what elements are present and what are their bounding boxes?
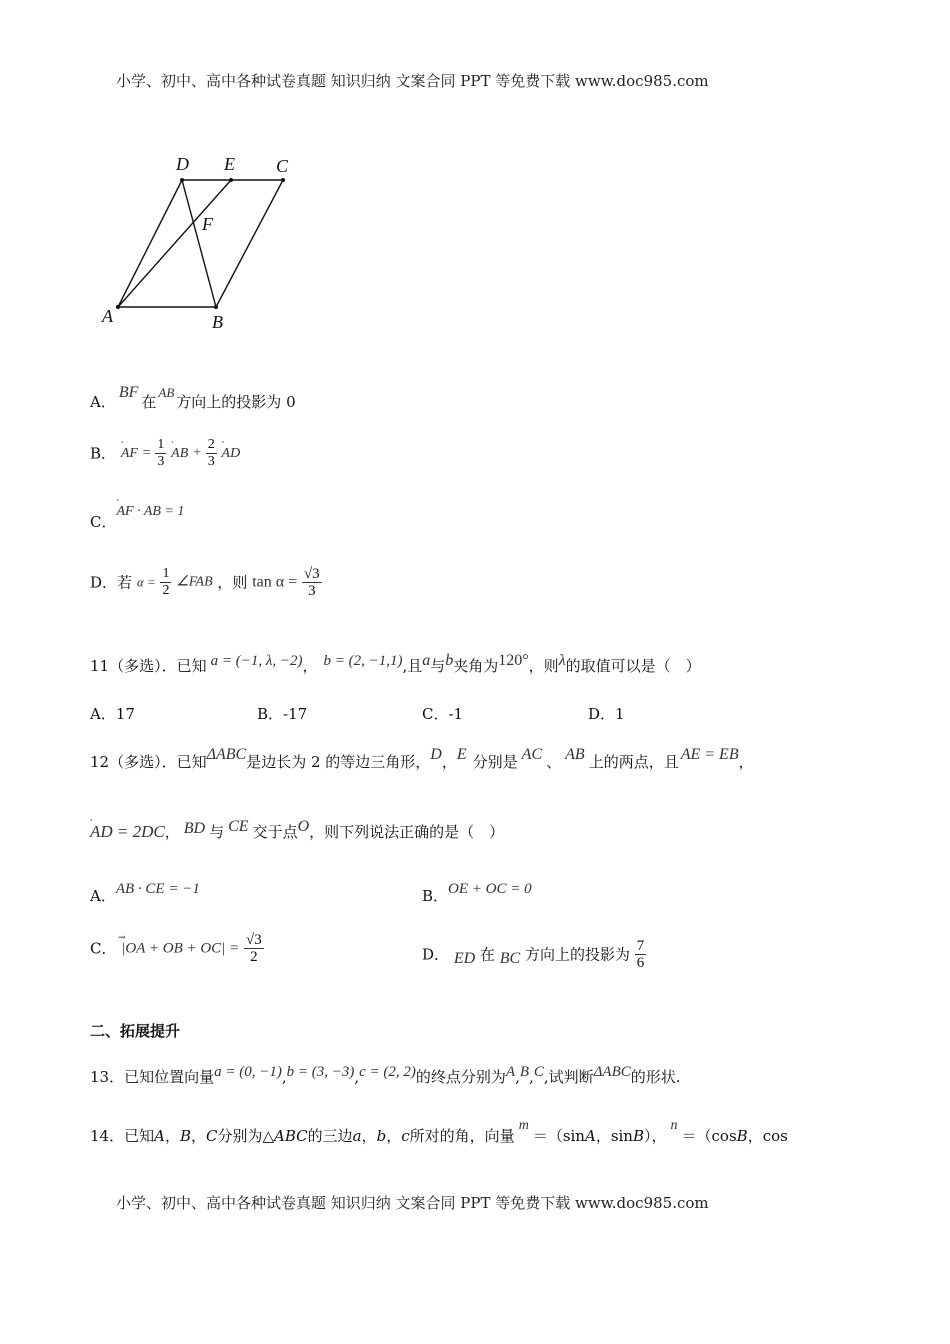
q11-option-d: D．1 bbox=[588, 705, 625, 723]
page-footer: 小学、初中、高中各种试卷真题 知识归纳 文案合同 PPT 等免费下载 www.doc985.com bbox=[116, 1194, 709, 1212]
q12-option-b: B．OE + OC = 0 bbox=[422, 881, 532, 905]
edge-ad bbox=[118, 180, 182, 307]
q12-option-a: A．AB · CE = −1 bbox=[90, 881, 200, 905]
label-e: E bbox=[224, 154, 235, 174]
q11-stem: 11（多选）．已知 a = (−1, λ, −2)， b = (2, −1,1),且a与b夹角为120°，则λ的取值可以是（ ） bbox=[90, 652, 701, 675]
q12-stem-line2: ∙∙∙ AD = 2DC， BD 与 CE 交于点O，则下列说法正确的是（ ） bbox=[90, 822, 504, 843]
q10-option-a: A．BF在AB方向上的投影为 0 bbox=[90, 384, 296, 411]
page-header: 小学、初中、高中各种试卷真题 知识归纳 文案合同 PPT 等免费下载 www.doc985.com bbox=[116, 72, 709, 90]
label-d: D bbox=[176, 154, 189, 174]
q14-stem: 14．已知A，B，C分别为△ABC的三边a，b，c所对的角，向量m＝（sinA，sinB），n＝（cosB，cos bbox=[90, 1118, 788, 1145]
label-f: F bbox=[202, 214, 213, 234]
q10-option-c: C．∙∙∙ AF · AB = 1 bbox=[90, 500, 184, 522]
q11-option-b: B．-17 bbox=[257, 705, 308, 723]
section-title: 二、拓展提升 bbox=[90, 1022, 181, 1040]
label-b: B bbox=[212, 312, 223, 332]
q12-option-d: D． ED 在 BC 方向上的投影为 $\frac{7}{6}$ bbox=[422, 938, 645, 971]
edge-cb bbox=[216, 180, 283, 307]
q10-option-b: B． ∙∙∙ AF = $\frac{1}{3}$ ∙∙∙ AB + $\frac{2}{3}$ ∙∙∙ AD bbox=[90, 437, 240, 470]
segment-ae bbox=[118, 180, 231, 307]
q13-stem: 13．已知位置向量a = (0, −1),b = (3, −3),c = (2, 2)的终点分别为A,B,C,试判断ΔABC的形状. bbox=[90, 1064, 681, 1086]
parallelogram-figure bbox=[96, 150, 306, 335]
q11-option-c: C．-1 bbox=[422, 705, 464, 723]
q11-option-a: A．17 bbox=[90, 705, 135, 723]
label-a: A bbox=[102, 306, 113, 326]
q12-option-c: C． → |OA + OB + OC| = $\frac{√3}{2}$ bbox=[90, 932, 262, 965]
label-c: C bbox=[276, 156, 289, 176]
q12-stem-line1: 12（多选）．已知ΔABC是边长为 2 的等边三角形，D，E 分别是 AC 、 AB 上的两点，且 AE = EB， bbox=[90, 746, 754, 771]
segment-db bbox=[182, 180, 216, 307]
q10-option-d: D．若 α = $\frac{1}{2}$ ∠FAB ，则 tan α = $\frac{√3}{3}$ bbox=[90, 566, 320, 599]
